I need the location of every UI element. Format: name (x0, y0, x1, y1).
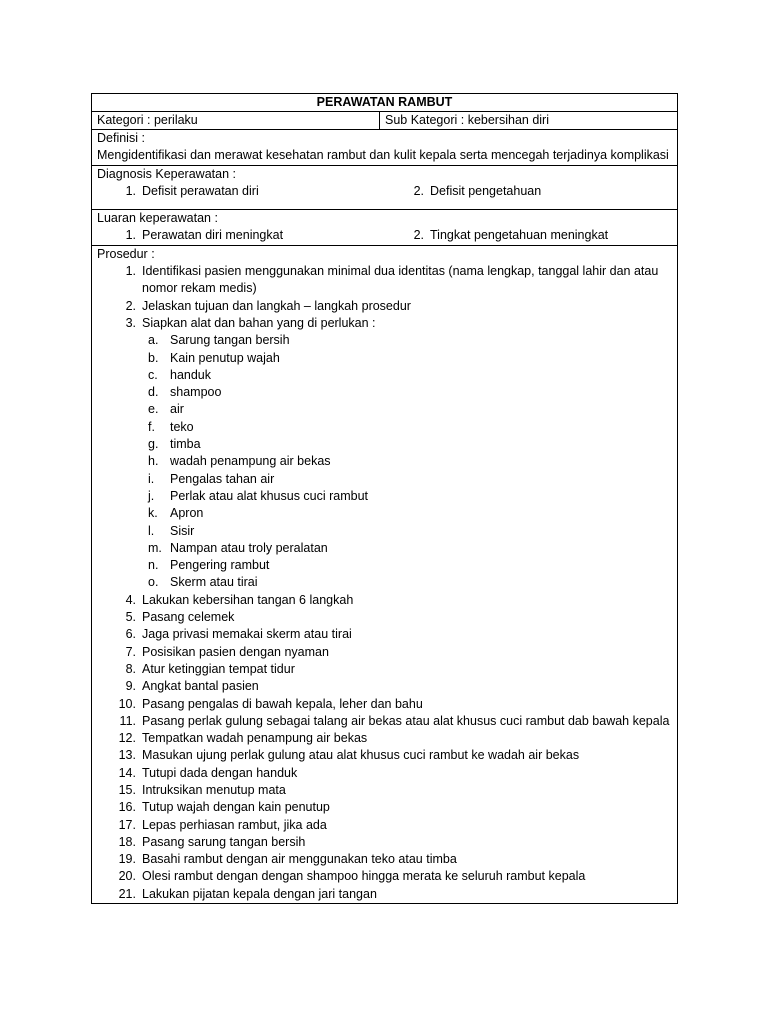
alat-item-text: wadah penampung air bekas (170, 454, 331, 469)
prosedur-step-text: Jaga privasi memakai skerm atau tirai (142, 627, 352, 642)
prosedur-step (97, 315, 677, 332)
prosedur-step (97, 799, 677, 816)
prosedur-step-text: Pasang sarung tangan bersih (142, 834, 306, 849)
diagnosis-label: Diagnosis Keperawatan : (97, 166, 236, 181)
prosedur-step-number: 19. (118, 852, 136, 867)
diagnosis-section (92, 166, 677, 211)
prosedur-step-text: Atur ketinggian tempat tidur (142, 661, 295, 676)
alat-item (148, 436, 677, 453)
definisi-label: Definisi : (97, 131, 145, 145)
prosedur-step-text: Tutup wajah dengan kain penutup (142, 800, 330, 815)
prosedur-label: Prosedur : (97, 246, 155, 261)
alat-item-text: Pengering rambut (170, 558, 270, 573)
luaran-section (92, 210, 677, 246)
sub-kategori-cell: Sub Kategori : kebersihan diri (385, 113, 549, 127)
diagnosis-item-number: 1. (125, 183, 136, 198)
alat-item-text: Pengalas tahan air (170, 471, 275, 486)
prosedur-step (97, 644, 677, 661)
luaran-item-text: Tingkat pengetahuan meningkat (430, 228, 609, 243)
prosedur-step-text: Intruksikan menutup mata (142, 782, 286, 797)
alat-item (148, 540, 677, 557)
prosedur-step (97, 730, 677, 747)
alat-item-number: k. (148, 506, 158, 521)
alat-item (148, 523, 677, 540)
alat-item (148, 453, 677, 470)
prosedur-step-number: 17. (118, 817, 136, 832)
alat-item-number: c. (148, 367, 158, 382)
alat-item (148, 350, 677, 367)
alat-item-number: e. (148, 402, 159, 417)
prosedur-step (97, 592, 677, 609)
prosedur-step-text: Jelaskan tujuan dan langkah – langkah prosedur (142, 298, 411, 313)
prosedur-step (97, 678, 677, 695)
diagnosis-item-text: Defisit perawatan diri (142, 183, 259, 198)
alat-item (148, 574, 677, 591)
prosedur-step-number: 12. (118, 731, 136, 746)
prosedur-step-text: Identifikasi pasien menggunakan minimal dua identitas (nama lengkap, tanggal lahir dan atau nomor rekam medis) (142, 264, 659, 296)
prosedur-step (97, 868, 677, 885)
alat-item-text: Kain penutup wajah (170, 350, 280, 365)
diagnosis-item (97, 183, 385, 200)
prosedur-step-number: 21. (118, 886, 136, 901)
prosedur-step-text: Olesi rambut dengan dengan shampoo hingga merata ke seluruh rambut kepala (142, 869, 586, 884)
alat-item-text: shampoo (170, 385, 222, 400)
alat-item-text: teko (170, 419, 194, 434)
prosedur-step-number: 20. (118, 869, 136, 884)
definisi-section (92, 130, 677, 166)
luaran-item (385, 227, 608, 244)
alat-item (148, 419, 677, 436)
alat-item (148, 384, 677, 401)
diagnosis-items (97, 183, 677, 200)
diagnosis-item-number: 2. (413, 183, 424, 198)
prosedur-step-text: Siapkan alat dan bahan yang di perlukan : (142, 315, 376, 330)
prosedur-step (97, 661, 677, 678)
alat-item-number: a. (148, 333, 159, 348)
prosedur-step-number: 13. (118, 748, 136, 763)
prosedur-step (97, 817, 677, 834)
prosedur-step (97, 747, 677, 764)
prosedur-step (97, 713, 677, 730)
prosedur-step-number: 9. (125, 679, 136, 694)
prosedur-step-text: Masukan ujung perlak gulung atau alat khusus cuci rambut ke wadah air bekas (142, 748, 580, 763)
prosedur-section (92, 246, 677, 903)
definisi-text: Mengidentifikasi dan merawat kesehatan rambut dan kulit kepala serta mencegah terjadinya komplikasi (97, 148, 669, 163)
alat-item-text: Sisir (170, 523, 195, 538)
alat-item-number: d. (148, 385, 159, 400)
prosedur-step-text: Lakukan pijatan kepala dengan jari tangan (142, 886, 377, 901)
luaran-items (97, 227, 677, 244)
prosedur-step-number: 3. (125, 315, 136, 330)
prosedur-step-text: Basahi rambut dengan air menggunakan teko atau timba (142, 852, 457, 867)
prosedur-step (97, 626, 677, 643)
alat-item-number: n. (148, 558, 159, 573)
prosedur-step (97, 782, 677, 799)
document-title: PERAWATAN RAMBUT (92, 94, 677, 112)
prosedur-step-text: Lepas perhiasan rambut, jika ada (142, 817, 327, 832)
alat-item (148, 367, 677, 384)
prosedur-step-number: 5. (125, 610, 136, 625)
prosedur-step-number: 11. (119, 713, 136, 728)
alat-item-number: o. (148, 575, 159, 590)
alat-item-number: b. (148, 350, 159, 365)
alat-item-number: g. (148, 437, 159, 452)
prosedur-step-text: Posisikan pasien dengan nyaman (142, 644, 329, 659)
diagnosis-item-text: Defisit pengetahuan (430, 183, 542, 198)
alat-item-text: handuk (170, 367, 212, 382)
alat-list (148, 332, 677, 591)
prosedur-step-number: 14. (118, 765, 136, 780)
luaran-label: Luaran keperawatan : (97, 211, 218, 226)
prosedur-step-text: Pasang pengalas di bawah kepala, leher dan bahu (142, 696, 423, 711)
prosedur-step-text: Angkat bantal pasien (142, 679, 259, 694)
alat-item-number: f. (148, 419, 155, 434)
prosedur-step-number: 8. (125, 661, 136, 676)
prosedur-step-text: Tempatkan wadah penampung air bekas (142, 731, 368, 746)
prosedur-steps-continued (97, 592, 677, 903)
prosedur-step (97, 834, 677, 851)
alat-item-text: Apron (170, 506, 204, 521)
prosedur-step-number: 7. (125, 644, 136, 659)
alat-item-text: Nampan atau troly peralatan (170, 540, 328, 555)
alat-item (148, 471, 677, 488)
alat-item-text: Sarung tangan bersih (170, 333, 290, 348)
alat-item-text: Perlak atau alat khusus cuci rambut (170, 488, 369, 503)
luaran-item-number: 1. (125, 228, 136, 243)
prosedur-step-number: 6. (125, 627, 136, 642)
alat-item-text: Skerm atau tirai (170, 575, 258, 590)
prosedur-step-text: Lakukan kebersihan tangan 6 langkah (142, 592, 354, 607)
prosedur-steps (97, 263, 677, 332)
prosedur-step (97, 765, 677, 782)
category-row (92, 112, 677, 130)
alat-item (148, 505, 677, 522)
luaran-item-text: Perawatan diri meningkat (142, 228, 284, 243)
alat-item (148, 557, 677, 574)
alat-item-text: timba (170, 437, 201, 452)
alat-item-number: m. (148, 540, 162, 555)
prosedur-step-number: 4. (125, 592, 136, 607)
alat-item-text: air (170, 402, 184, 417)
prosedur-step (97, 609, 677, 626)
prosedur-step (97, 263, 677, 298)
prosedur-step-text: Pasang perlak gulung sebagai talang air bekas atau alat khusus cuci rambut dab bawah kepala (142, 713, 670, 728)
prosedur-step-number: 16. (118, 800, 136, 815)
kategori-cell: Kategori : perilaku (92, 112, 380, 129)
prosedur-step-number: 1. (125, 264, 136, 279)
alat-item (148, 401, 677, 418)
luaran-item (97, 227, 385, 244)
alat-item (148, 488, 677, 505)
prosedur-step-text: Tutupi dada dengan handuk (142, 765, 298, 780)
alat-item-number: h. (148, 454, 159, 469)
prosedur-step (97, 696, 677, 713)
prosedur-step-number: 15. (118, 782, 136, 797)
luaran-item-number: 2. (413, 228, 424, 243)
prosedur-step-number: 18. (118, 834, 136, 849)
prosedur-step (97, 851, 677, 868)
alat-item-number: i. (148, 471, 155, 486)
prosedur-step-number: 2. (125, 298, 136, 313)
alat-item (148, 332, 677, 349)
procedure-table (91, 93, 678, 904)
diagnosis-item (385, 183, 541, 200)
prosedur-step-number: 10. (118, 696, 136, 711)
prosedur-step-text: Pasang celemek (142, 610, 235, 625)
alat-item-number: l. (148, 523, 155, 538)
prosedur-step (97, 298, 677, 315)
alat-item-number: j. (148, 488, 155, 503)
prosedur-step (97, 886, 677, 903)
